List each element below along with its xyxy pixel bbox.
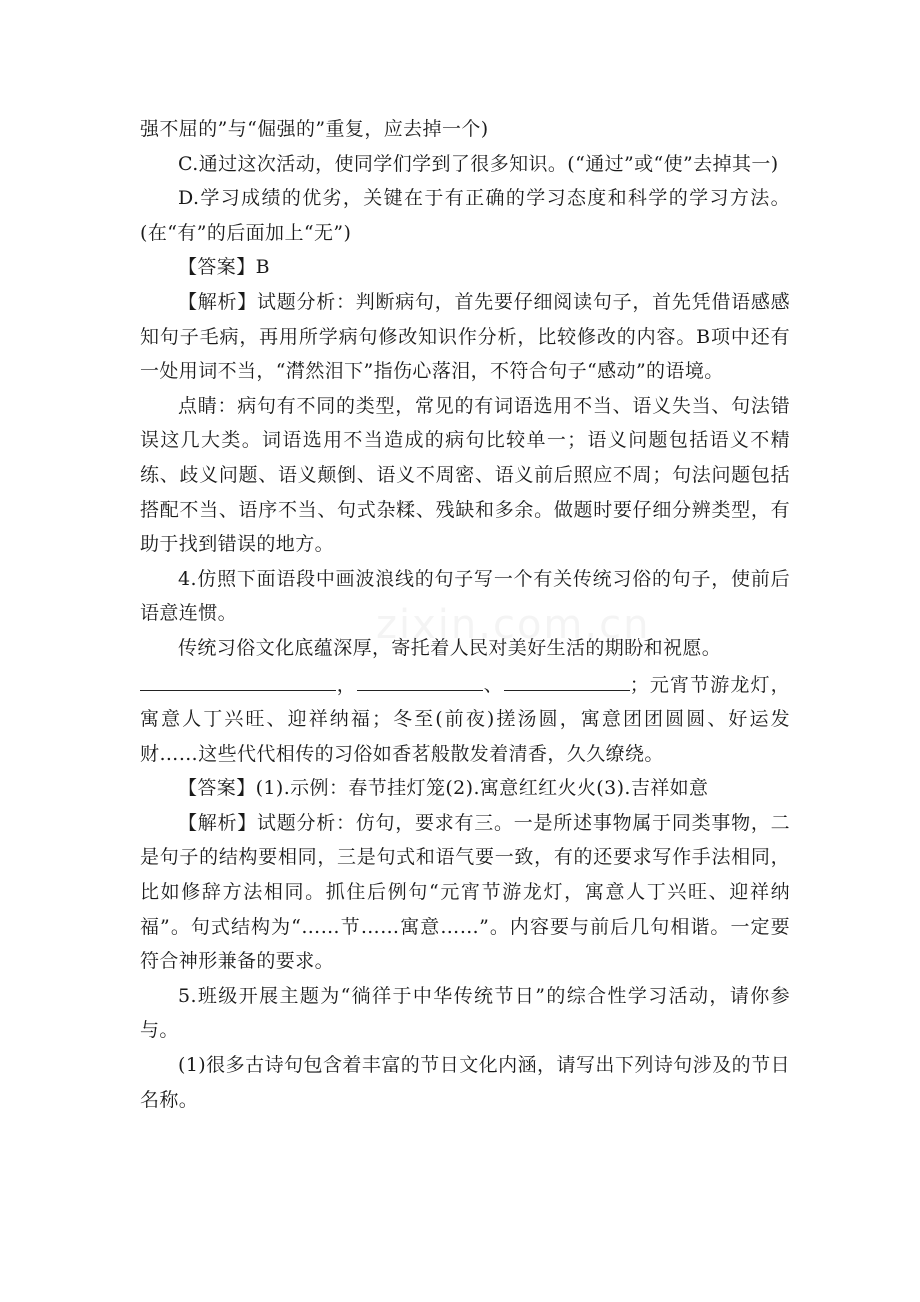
paragraph-b-explanation-tail: 强不屈的”与“倔强的”重复，应去掉一个): [140, 118, 489, 140]
fill-blank-1[interactable]: [140, 666, 336, 691]
question-4-passage: 传统习俗文化底蕴深厚，寄托着人民对美好生活的期盼和祝愿。: [178, 636, 722, 659]
question-5-part-1: (1)很多古诗句包含着丰富的节日文化内涵，请写出下列诗句涉及的节日名称。: [140, 1054, 790, 1111]
analysis-q4: 【解析】试题分析：仿句，要求有三。一是所述事物属于同类事物，二是句子的结构要相同，三是句式和语气要一致，有的还要求写作手法相同，比如修辞方法相同。抓住后例句“元宵节游龙灯，寓意人丁兴旺、迎祥纳福”。句式结构为“……节……寓意……”。内容要与前后几句相谐。一定要符合神形兼备的要求。: [140, 811, 790, 973]
answer-q3: 【答案】B: [178, 256, 270, 279]
option-c: C.通过这次活动，使同学们学到了很多知识。(“通过”或“使”去掉其一): [178, 152, 779, 175]
watermark-text: zixin.com.cn: [376, 602, 651, 648]
analysis-q3: 【解析】试题分析：判断病句，首先要仔细阅读句子，首先凭借语感感知句子毛病，再用所学病句修改知识作分析，比较修改的内容。B项中还有一处用词不当，“潸然泪下”指伤心落泪，不符合句子“感动”的语境。: [140, 290, 790, 383]
document-page: [140, 112, 790, 1117]
fill-blank-3[interactable]: [504, 666, 630, 691]
question-4: 4.仿照下面语段中画波浪线的句子写一个有关传统习俗的句子，使前后语意连惯。: [140, 567, 790, 625]
question-4-fill-line: ， 、 ；元宵节游龙灯，寓意人丁兴旺、迎祥纳福；冬至(前夜)搓汤圆，寓意团团圆圆、好运发财……这些代代相传的习俗如香茗般散发着清香，久久缭绕。: [140, 666, 790, 772]
option-d: D.学习成绩的优劣，关键在于有正确的学习态度和科学的学习方法。(在“有”的后面加上“无”): [140, 187, 790, 244]
answer-q4: 【答案】(1).示例：春节挂灯笼(2).寓意红红火火(3).吉祥如意: [178, 777, 709, 800]
question-5: 5.班级开展主题为“徜徉于中华传统节日”的综合性学习活动，请你参与。: [140, 984, 790, 1042]
tip-q3: 点睛：病句有不同的类型，常见的有词语选用不当、语义失当、句法错误这几大类。词语选用不当造成的病句比较单一；语义问题包括语义不精练、歧义问题、语义颠倒、语义不周密、语义前后照应不周；句法问题包括搭配不当、语序不当、句式杂糅、残缺和多余。做题时要仔细分辨类型，有助于找到错误的地方。: [140, 394, 790, 556]
fill-blank-2[interactable]: [357, 666, 483, 691]
